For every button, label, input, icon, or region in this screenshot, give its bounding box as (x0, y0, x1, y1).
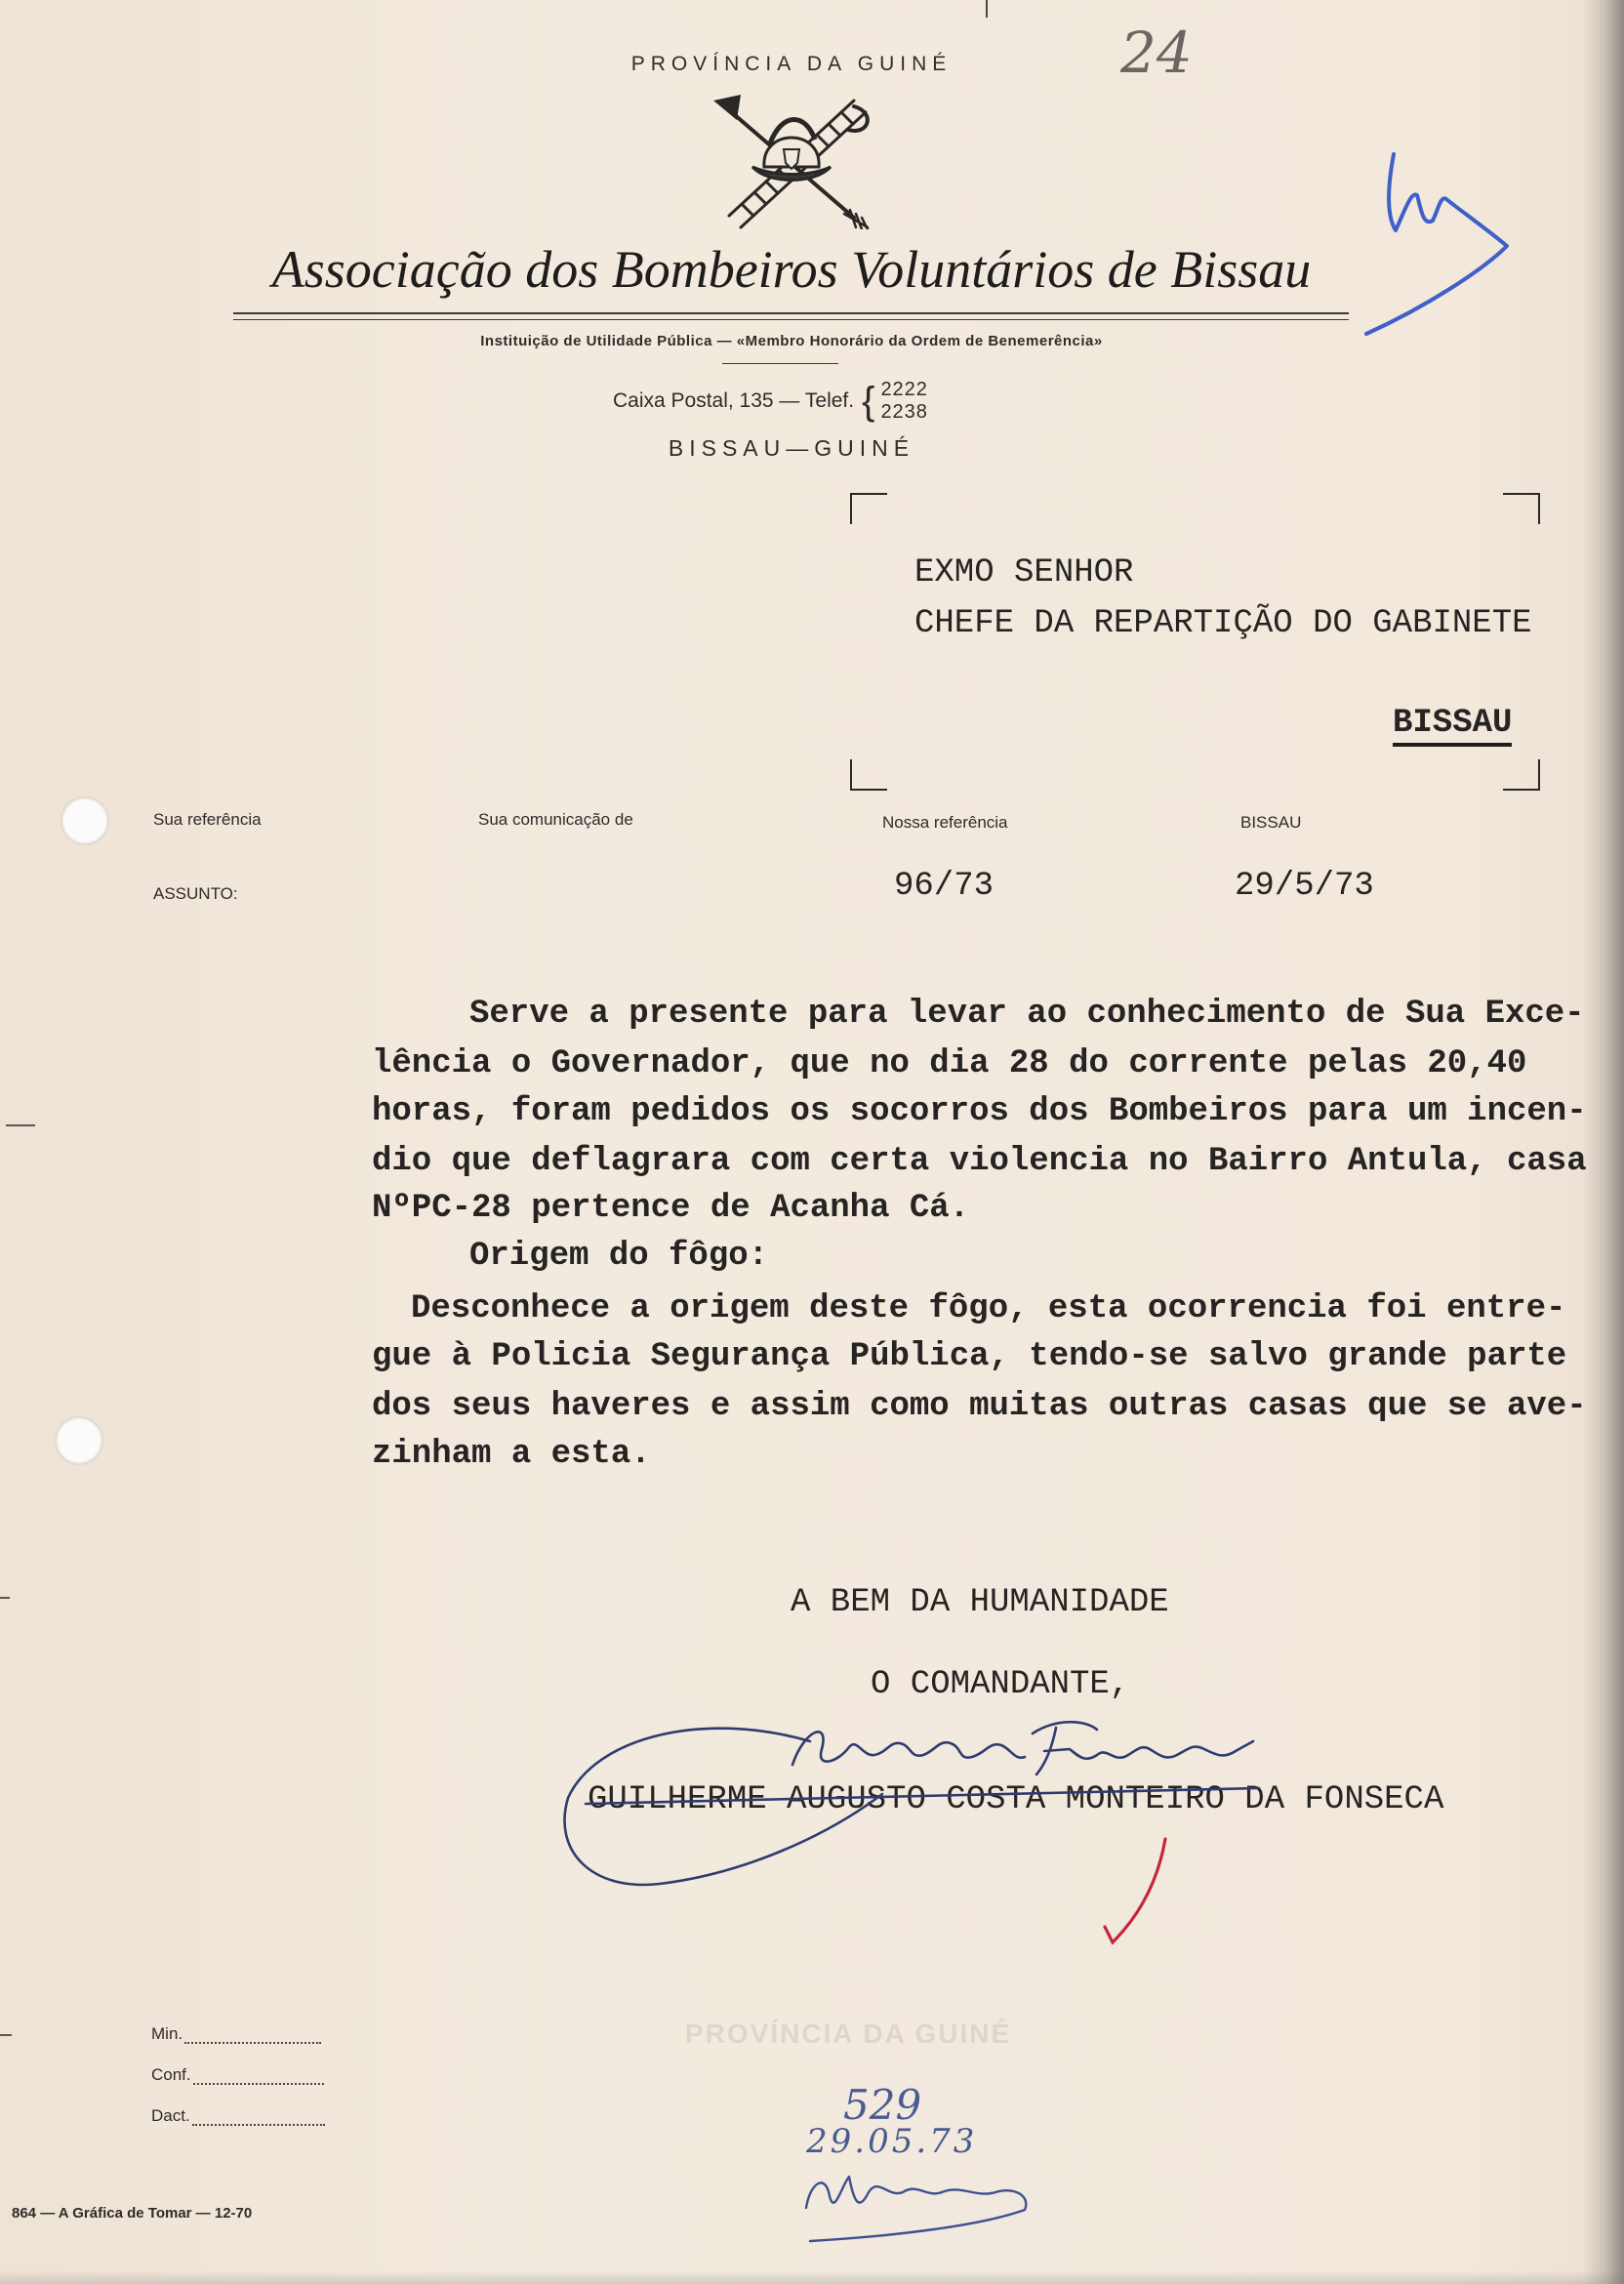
title-rule-top (233, 312, 1349, 314)
blue-pen-stroke (1366, 154, 1507, 334)
registry-date: 29.05.73 (806, 2122, 978, 2161)
body-line: gue à Policia Segurança Pública, tendo-se salvo grande parte (372, 1338, 1567, 1375)
recipient-city: BISSAU (1393, 707, 1512, 747)
our-reference-label: Nossa referência (882, 813, 1008, 832)
your-communication-label: Sua comunicação de (478, 810, 633, 829)
institution-subtitle: Instituição de Utilidade Pública — «Membro Honorário da Ordem de Benemerência» (480, 333, 1103, 349)
signatory-name: GUILHERME AUGUSTO COSTA MONTEIRO DA FONSECA (588, 1781, 1444, 1818)
checklist-row (151, 2106, 325, 2126)
our-reference-value: 96/73 (894, 868, 995, 905)
printer-imprint: 864 — A Gráfica de Tomar — 12-70 (12, 2205, 253, 2222)
body-line: zinham a esta. (372, 1436, 651, 1473)
body-line: Serve a presente para levar ao conhecimento de Sua Exce- (469, 996, 1585, 1033)
signatory-role: O COMANDANTE, (871, 1666, 1130, 1703)
red-check-stroke (1105, 1839, 1165, 1942)
registry-initials-stroke (806, 2177, 1026, 2241)
body-line: dos seus haveres e assim como muitas outras casas que se ave- (372, 1388, 1587, 1425)
contact-block (613, 377, 928, 426)
closing-motto: A BEM DA HUMANIDADE (791, 1584, 1169, 1621)
postal-box-text: Caixa Postal, 135 — Telef. (613, 389, 855, 412)
province-heading: PROVÍNCIA DA GUINÉ (630, 53, 953, 75)
phone-number: 2238 (880, 401, 928, 423)
checklist-dotted-line (192, 2110, 325, 2126)
body-line: NºPC-28 pertence de Acanha Cá. (372, 1190, 970, 1227)
body-line: Desconhece a origem deste fôgo, esta ocorrencia foi entre- (411, 1290, 1566, 1327)
checklist-label: Min. (151, 2024, 183, 2043)
punch-hole (61, 797, 108, 844)
checklist-dotted-line (193, 2069, 324, 2085)
phone-stack (880, 379, 928, 424)
brace-icon: { (862, 380, 875, 423)
margin-tick (0, 2034, 12, 2036)
letterhead-city: BISSAU—GUINÉ (668, 435, 915, 461)
signature-surname (1033, 1722, 1253, 1774)
body-line: dio que deflagrara com certa violencia no Bairro Antula, casa (372, 1143, 1587, 1180)
recipient-title: CHEFE DA REPARTIÇÃO DO GABINETE (914, 605, 1532, 642)
fire-brigade-emblem-icon (708, 93, 875, 229)
punch-hole (56, 1417, 102, 1464)
page-number-annotation: 24 (1120, 20, 1193, 86)
your-reference-label: Sua referência (153, 810, 262, 829)
place-label: BISSAU (1240, 813, 1302, 832)
checklist-label: Dact. (151, 2106, 190, 2125)
red-check-mark (1105, 1839, 1165, 1942)
signature-script (792, 1732, 1025, 1765)
phone-number: 2222 (880, 379, 928, 400)
letter-date: 29/5/73 (1235, 868, 1374, 905)
checklist-label: Conf. (151, 2065, 191, 2084)
registry-number: 529 (843, 2081, 922, 2129)
checklist-row (151, 2065, 324, 2085)
registry-initials (806, 2177, 1026, 2241)
address-corner-top-right (1503, 493, 1540, 524)
top-edge-tick (986, 0, 988, 18)
checklist-dotted-line (184, 2028, 321, 2044)
organization-name: Associação dos Bombeiros Voluntários de Bissau (271, 240, 1312, 299)
blue-pen-initials (1366, 154, 1507, 334)
body-line: lência o Governador, que no dia 28 do corrente pelas 20,40 (372, 1045, 1527, 1082)
subject-label: ASSUNTO: (153, 884, 238, 903)
subtitle-rule (722, 363, 838, 364)
address-corner-bottom-right (1503, 759, 1540, 791)
faint-registry-stamp: PROVÍNCIA DA GUINÉ (685, 2019, 1012, 2049)
checklist-row (151, 2024, 321, 2044)
margin-tick (0, 1597, 10, 1599)
address-corner-top-left (850, 493, 887, 524)
section-heading: Origem do fôgo: (469, 1238, 769, 1275)
recipient-salutation: EXMO SENHOR (914, 554, 1134, 591)
address-corner-bottom-left (850, 759, 887, 791)
title-rule-bottom (233, 319, 1349, 320)
body-line: horas, foram pedidos os socorros dos Bombeiros para um incen- (372, 1093, 1587, 1130)
margin-tick (6, 1124, 35, 1126)
